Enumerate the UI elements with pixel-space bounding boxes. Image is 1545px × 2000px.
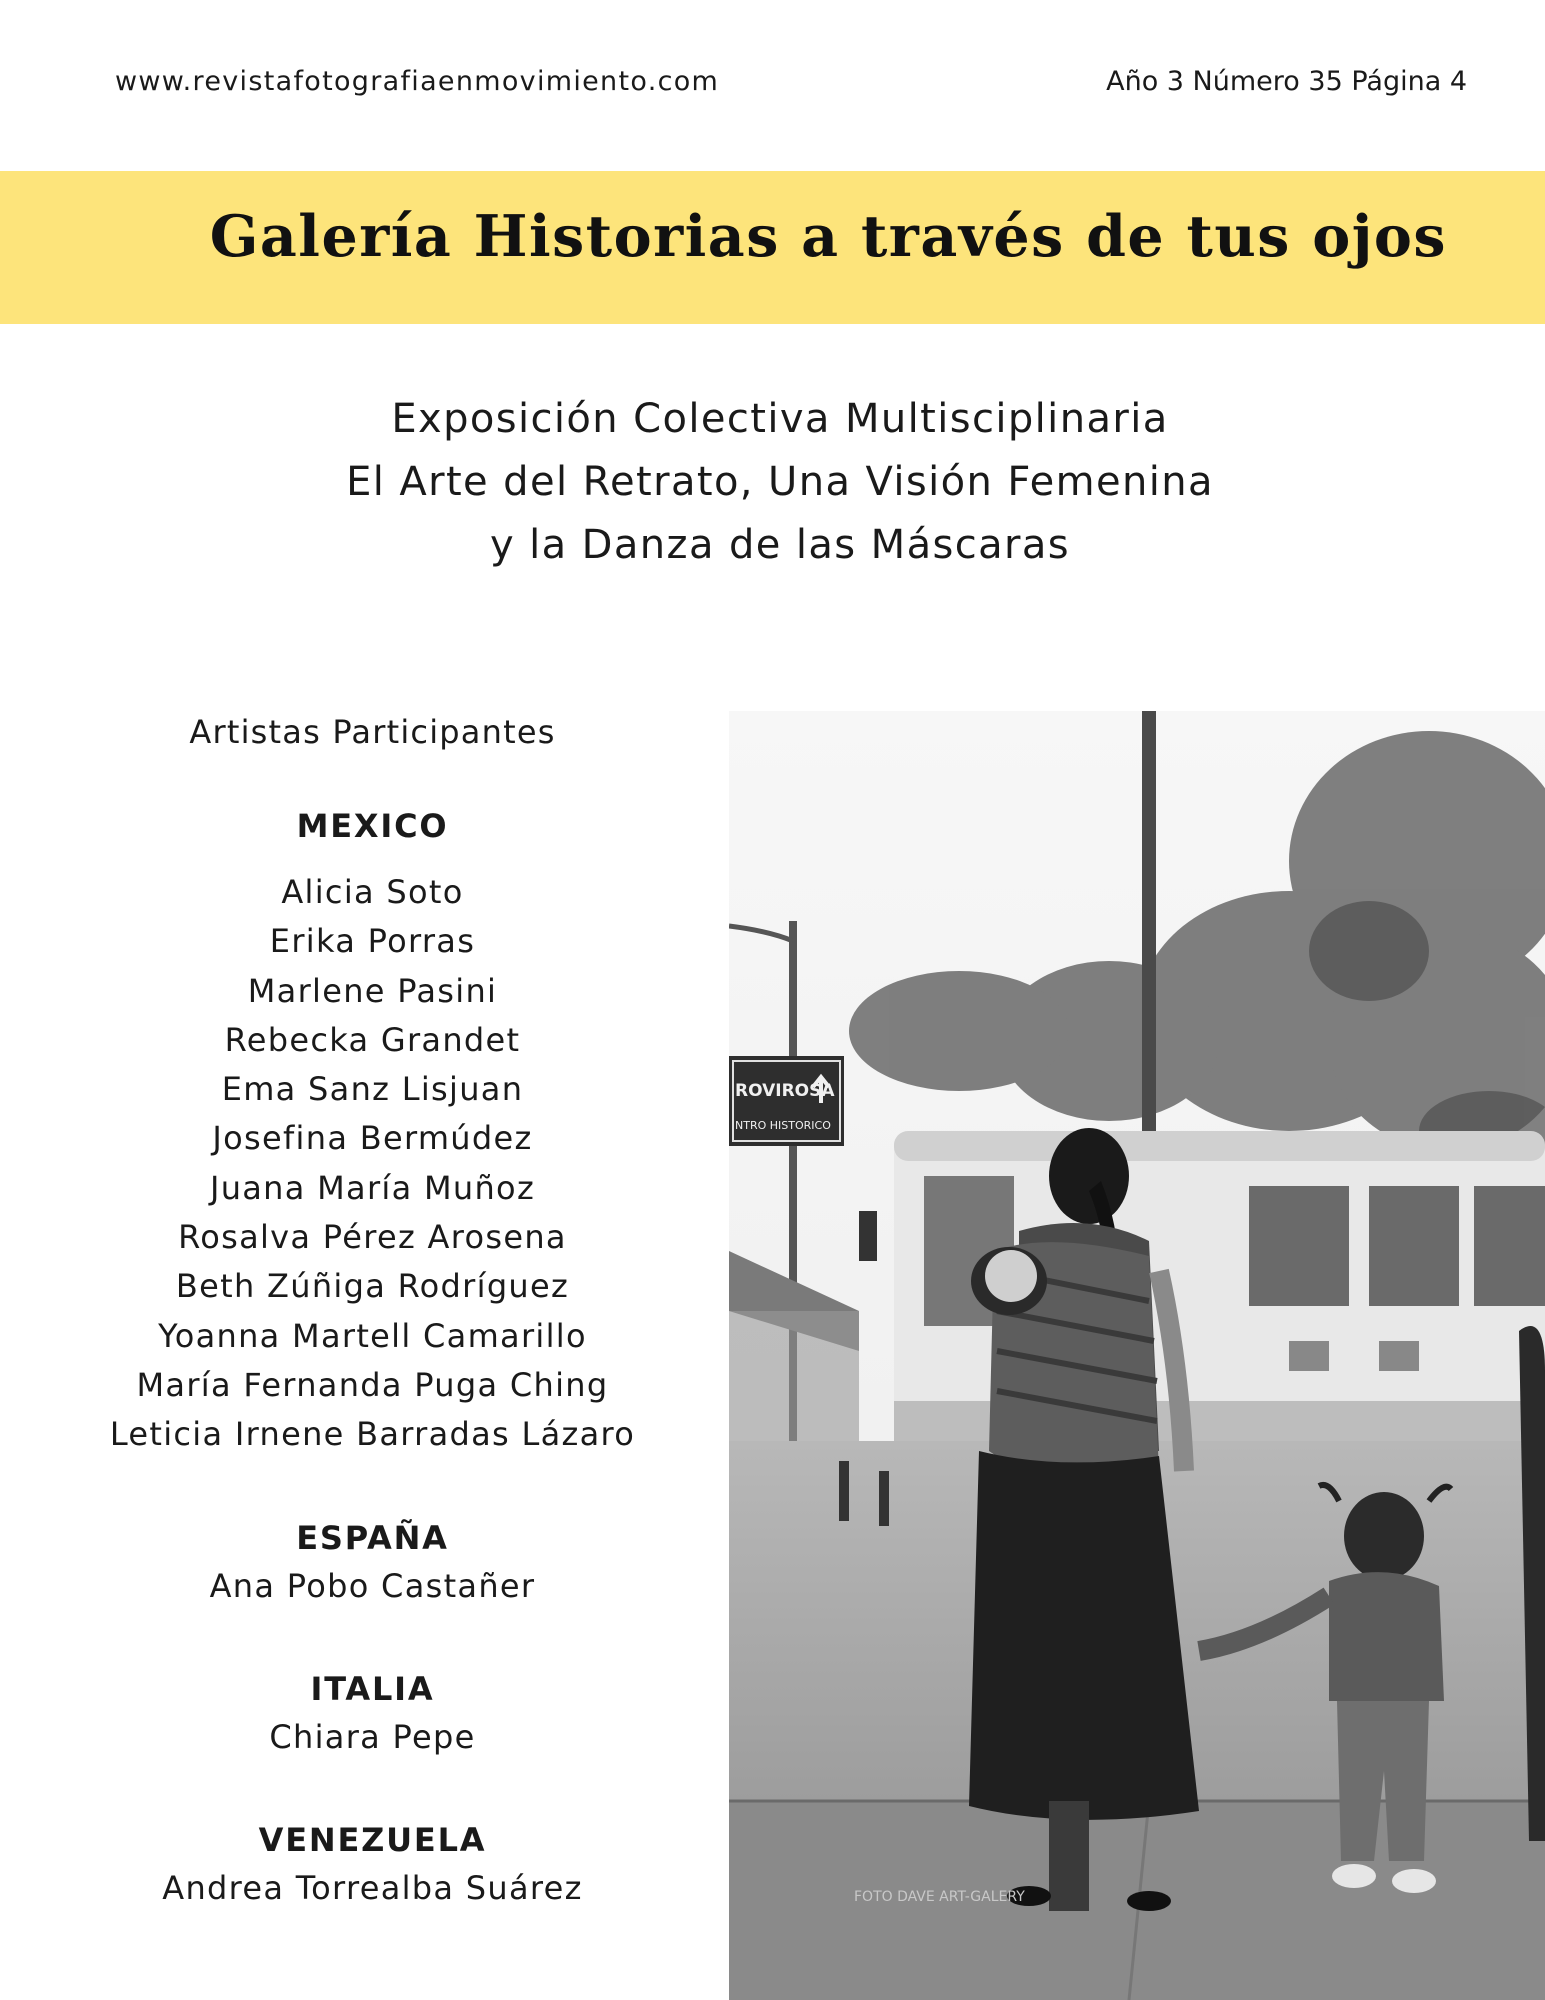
artist-name: Beth Zúñiga Rodríguez	[175, 1267, 570, 1306]
title-banner	[0, 171, 1545, 324]
artist-names-mexico	[60, 868, 685, 1460]
country-heading-spain: ESPAÑA	[296, 1518, 449, 1557]
issue-info: Año 3 Número 35 Página 4	[1106, 66, 1467, 97]
artist-names-italy	[60, 1713, 685, 1762]
country-heading-venezuela: VENEZUELA	[258, 1821, 487, 1860]
page-title: Galería Historias a través de tus ojos	[209, 203, 1447, 270]
artists-list	[60, 708, 685, 1913]
country-heading-mexico: MEXICO	[296, 807, 449, 845]
artist-name: Rebecka Grandet	[224, 1020, 521, 1059]
street-sign	[729, 1056, 844, 1146]
country-heading-italy: ITALIA	[310, 1669, 435, 1708]
website-url: www.revistafotografiaenmovimiento.com	[115, 66, 720, 97]
artist-names-venezuela	[60, 1864, 685, 1913]
artist-names-spain	[60, 1562, 685, 1611]
artist-name: Yoanna Martell Camarillo	[158, 1316, 587, 1355]
artist-name: Josefina Bermúdez	[212, 1119, 533, 1158]
subtitle-line-3: y la Danza de las Máscaras	[489, 522, 1071, 568]
subtitle-line-2: El Arte del Retrato, Una Visión Femenina	[346, 459, 1214, 505]
artist-name: Alicia Soto	[281, 873, 464, 911]
utility-pole	[1142, 711, 1156, 1181]
subtitle-line-1: Exposición Colectiva Multisciplinaria	[391, 396, 1169, 442]
artist-name: Marlene Pasini	[247, 971, 498, 1010]
artist-name: Ana Pobo Castañer	[209, 1566, 536, 1605]
artist-name: Erika Porras	[269, 922, 476, 961]
sign-text-1: ROVIROSA	[735, 1081, 835, 1101]
artists-heading: Artistas Participantes	[189, 713, 556, 751]
artist-name: Andrea Torrealba Suárez	[162, 1869, 583, 1908]
artist-name: Chiara Pepe	[269, 1717, 476, 1756]
exhibition-subtitle	[290, 388, 1270, 577]
artist-name: María Fernanda Puga Ching	[136, 1365, 609, 1404]
artist-name: Rosalva Pérez Arosena	[178, 1218, 567, 1257]
photo-watermark: FOTO DAVE ART-GALERY	[854, 1889, 1025, 1905]
artist-name: Juana María Muñoz	[209, 1168, 536, 1207]
artist-name: Leticia Irnene Barradas Lázaro	[109, 1415, 636, 1454]
artist-name: Ema Sanz Lisjuan	[221, 1070, 524, 1109]
sign-text-2: NTRO HISTORICO	[735, 1119, 831, 1132]
street-photo	[729, 711, 1545, 2000]
